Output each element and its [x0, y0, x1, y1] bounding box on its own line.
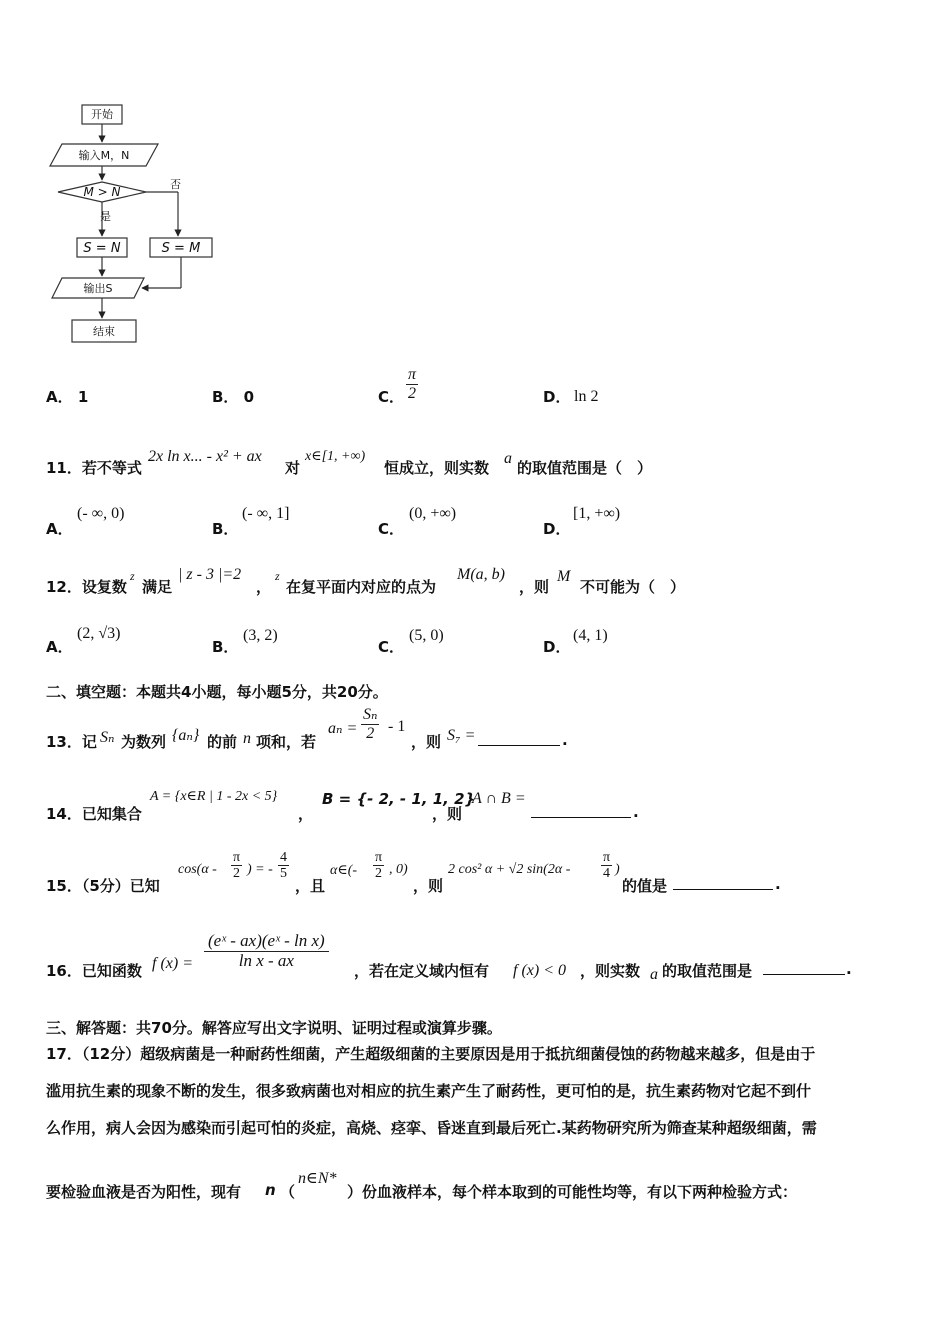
q11-option-c-value: (0, +∞): [409, 505, 457, 522]
q13-minus-one: - 1: [388, 718, 406, 735]
fraction-denominator: 4: [603, 866, 611, 882]
option-label: B．: [212, 388, 239, 406]
question-number: 12．: [46, 578, 82, 596]
q12-z2: z: [275, 569, 280, 583]
q15-text-3: ，则: [413, 877, 444, 895]
q15-answer-blank[interactable]: [673, 875, 773, 890]
q14-t1: 已知集合: [81, 805, 142, 823]
q17-line-4-n: n: [265, 1181, 276, 1199]
q15-text-2: ，且: [295, 877, 326, 895]
q15-expr-right: ): [615, 862, 620, 877]
q11-domain: x∈[1, +∞): [305, 449, 366, 464]
q15-text-1: [46, 875, 160, 896]
q11-option-c-label: C．: [378, 520, 405, 538]
q11-var: a: [504, 450, 512, 467]
q16-text-1: [46, 960, 142, 981]
question-number: 11．: [46, 459, 82, 477]
fraction-denominator: 2: [408, 384, 416, 402]
q13-fraction: [361, 706, 379, 742]
q13-text-2: 为数列: [121, 733, 167, 751]
q15-expr-left: 2 cos² α + √2 sin(2α -: [448, 862, 571, 877]
flow-assign-no-text: S = M: [161, 241, 201, 256]
fraction-numerator: Sₙ: [363, 706, 378, 723]
q15-pi-over-4: [601, 850, 612, 882]
q10-option-d-value: ln 2: [574, 388, 599, 405]
q16-text-2: ，若在定义域内恒有: [354, 962, 490, 980]
q12-text-1: [46, 576, 127, 597]
q15-text-4: 的值是: [622, 877, 668, 895]
q10-option-b: [212, 386, 254, 407]
q17-line-3: 么作用，病人会因为感染而引起可怕的炎症，高烧、痉挛、昏迷直到最后死亡.某药物研究所为筛查某种超级细菌，需: [46, 1119, 817, 1137]
q15-pi-over-2: [231, 850, 242, 882]
q12-t1: 设复数: [81, 578, 127, 596]
q10-option-c-fraction: [406, 366, 418, 402]
fraction-denominator: ln x - ax: [238, 950, 294, 970]
q11-option-d-value: [1, +∞): [573, 505, 621, 522]
q16-answer-blank[interactable]: [763, 960, 845, 975]
q12-option-c-value: (5, 0): [409, 627, 444, 644]
q17-line-1: 17．（12分）超级病菌是一种耐药性细菌，产生超级细菌的主要原因是用于抵抗细菌侵蚀的药物越来越多，但是由于: [46, 1045, 816, 1063]
question-number: 15．: [46, 877, 82, 895]
question-number: 13．: [46, 733, 82, 751]
q13-Sn: Sₙ: [100, 729, 115, 746]
q11-text-2: 对: [285, 459, 301, 477]
q16-fraction: [204, 932, 329, 970]
q16-fx: f (x) =: [152, 955, 193, 972]
q12-option-a-label: A．: [46, 638, 73, 656]
q13-text-5: ，则: [411, 733, 442, 751]
fraction-numerator: π: [375, 850, 383, 865]
q11-option-b-value: (- ∞, 1]: [242, 505, 290, 522]
q16-a: a: [650, 966, 658, 983]
q15-alpha-right: , 0): [389, 862, 408, 877]
q12-option-b-value: (3, 2): [243, 627, 278, 644]
q14-comma: ，: [298, 805, 314, 823]
q12-option-b-label: B．: [212, 638, 239, 656]
q11-inequality: 2x ln x... - x² + ax: [148, 448, 262, 465]
q17-line-4c: ）份血液样本，每个样本取到的可能性均等，有以下两种检验方式：: [347, 1183, 798, 1201]
flow-start-text: 开始: [91, 108, 113, 121]
q17-line-4b: （: [280, 1183, 296, 1201]
q12-text-4: 在复平面内对应的点为: [286, 578, 437, 596]
q12-text-2: 满足: [142, 578, 173, 596]
q16-text-3: ，则实数: [580, 962, 641, 980]
option-value: 0: [243, 388, 255, 406]
q12-text-3: ，: [256, 578, 272, 596]
q15-end: .: [775, 875, 781, 893]
q11-option-b-label: B．: [212, 520, 239, 538]
q16-end: .: [846, 960, 852, 978]
q13-text-4: 项和，若: [256, 733, 317, 751]
flowchart: [40, 100, 230, 350]
option-value: 1: [77, 388, 89, 406]
q12-option-d-label: D．: [543, 638, 571, 656]
q11-option-a-label: A．: [46, 520, 73, 538]
question-number: 16．: [46, 962, 82, 980]
fraction-numerator: π: [408, 366, 417, 383]
q12-condition: | z - 3 |=2: [178, 566, 242, 583]
flow-end-text: 结束: [93, 325, 115, 338]
q13-an-eq: aₙ =: [328, 720, 358, 737]
q12-text-5: ，则: [519, 578, 550, 596]
q13-n: n: [243, 730, 251, 747]
q14-text-1: [46, 803, 142, 824]
q13-an-set: {aₙ}: [172, 727, 200, 744]
q10-option-c: [378, 386, 404, 407]
q11-text-4: 的取值范围是（ ）: [517, 459, 653, 477]
fraction-numerator: π: [233, 850, 241, 865]
q11-text-1: [46, 457, 142, 478]
q16-text-4: 的取值范围是: [662, 962, 753, 980]
q10-option-d: [543, 386, 570, 407]
q12-z: z: [130, 569, 135, 583]
q17-line-4a: 要检验血液是否为阳性，现有: [46, 1183, 242, 1201]
flow-assign-yes-text: S = N: [83, 241, 121, 256]
q12-text-6: 不可能为（ ）: [580, 578, 686, 596]
q16-t1: 已知函数: [81, 962, 142, 980]
fraction-numerator: 4: [280, 850, 287, 865]
q14-expr: A ∩ B =: [472, 790, 526, 807]
q17-line-2: 滥用抗生素的现象不断的发生，很多致病菌也对相应的抗生素产生了耐药性，更可怕的是，抗生素药物对它起不到什: [46, 1082, 812, 1100]
q12-option-a-value: (2, √3): [77, 625, 121, 642]
q12-M: M: [557, 568, 571, 585]
q15-cos-right: ) = -: [247, 862, 273, 877]
q15-alpha-in: α∈(-: [330, 863, 358, 878]
flow-no-label: 否: [170, 178, 181, 191]
section-3-heading: 三、解答题：共70分。解答应写出文字说明、证明过程或演算步骤。: [46, 1019, 502, 1037]
q14-set-a: A = {x∈R | 1 - 2x < 5}: [150, 789, 278, 804]
q17-set: n∈N*: [298, 1170, 337, 1187]
q11-option-d-label: D．: [543, 520, 571, 538]
flow-condition-text: M > N: [83, 185, 121, 199]
q15-pi-over-2-b: [373, 850, 384, 882]
q11-option-a-value: (- ∞, 0): [77, 505, 125, 522]
q14-answer-blank[interactable]: [531, 803, 631, 818]
q14-set-b: B = {- 2, - 1, 1, 2}: [322, 790, 476, 808]
q10-option-a: [46, 386, 88, 407]
q11-t1: 若不等式: [81, 459, 142, 477]
q13-answer-blank[interactable]: [478, 731, 560, 746]
q11-text-3: 恒成立，则实数: [384, 459, 490, 477]
q13-S7: S₇ =: [447, 727, 476, 744]
q15-four-fifths: [278, 850, 289, 882]
q13-text-1: [46, 731, 97, 752]
section-2-heading: 二、填空题：本题共4小题，每小题5分，共20分。: [46, 683, 388, 701]
fraction-numerator: (eˣ - ax)(eˣ - ln x): [204, 932, 329, 952]
option-label: A．: [46, 388, 73, 406]
fraction-numerator: π: [603, 850, 611, 865]
q14-text-2: ，则: [432, 805, 463, 823]
fraction-denominator: 2: [366, 724, 375, 742]
q13-text-3: 的前: [207, 733, 238, 751]
option-label: D．: [543, 388, 571, 406]
fraction-denominator: 5: [280, 866, 287, 882]
q12-option-d-value: (4, 1): [573, 627, 608, 644]
flow-output-text: 输出S: [83, 282, 113, 295]
q15-cos-left: cos(α -: [178, 862, 217, 877]
q16-inequality: f (x) < 0: [513, 962, 566, 979]
question-number: 14．: [46, 805, 82, 823]
flow-input-text: 输入M，N: [78, 149, 130, 162]
flow-yes-label: 是: [100, 210, 111, 223]
fraction-denominator: 2: [233, 866, 241, 882]
option-label: C．: [378, 388, 405, 406]
q12-option-c-label: C．: [378, 638, 405, 656]
q14-end: .: [633, 803, 639, 821]
q13-end: .: [562, 731, 568, 749]
q13-t1: 记: [81, 733, 97, 751]
fraction-denominator: 2: [375, 866, 383, 882]
q12-point: M(a, b): [457, 566, 505, 583]
q15-t1: （5分）已知: [81, 877, 160, 895]
